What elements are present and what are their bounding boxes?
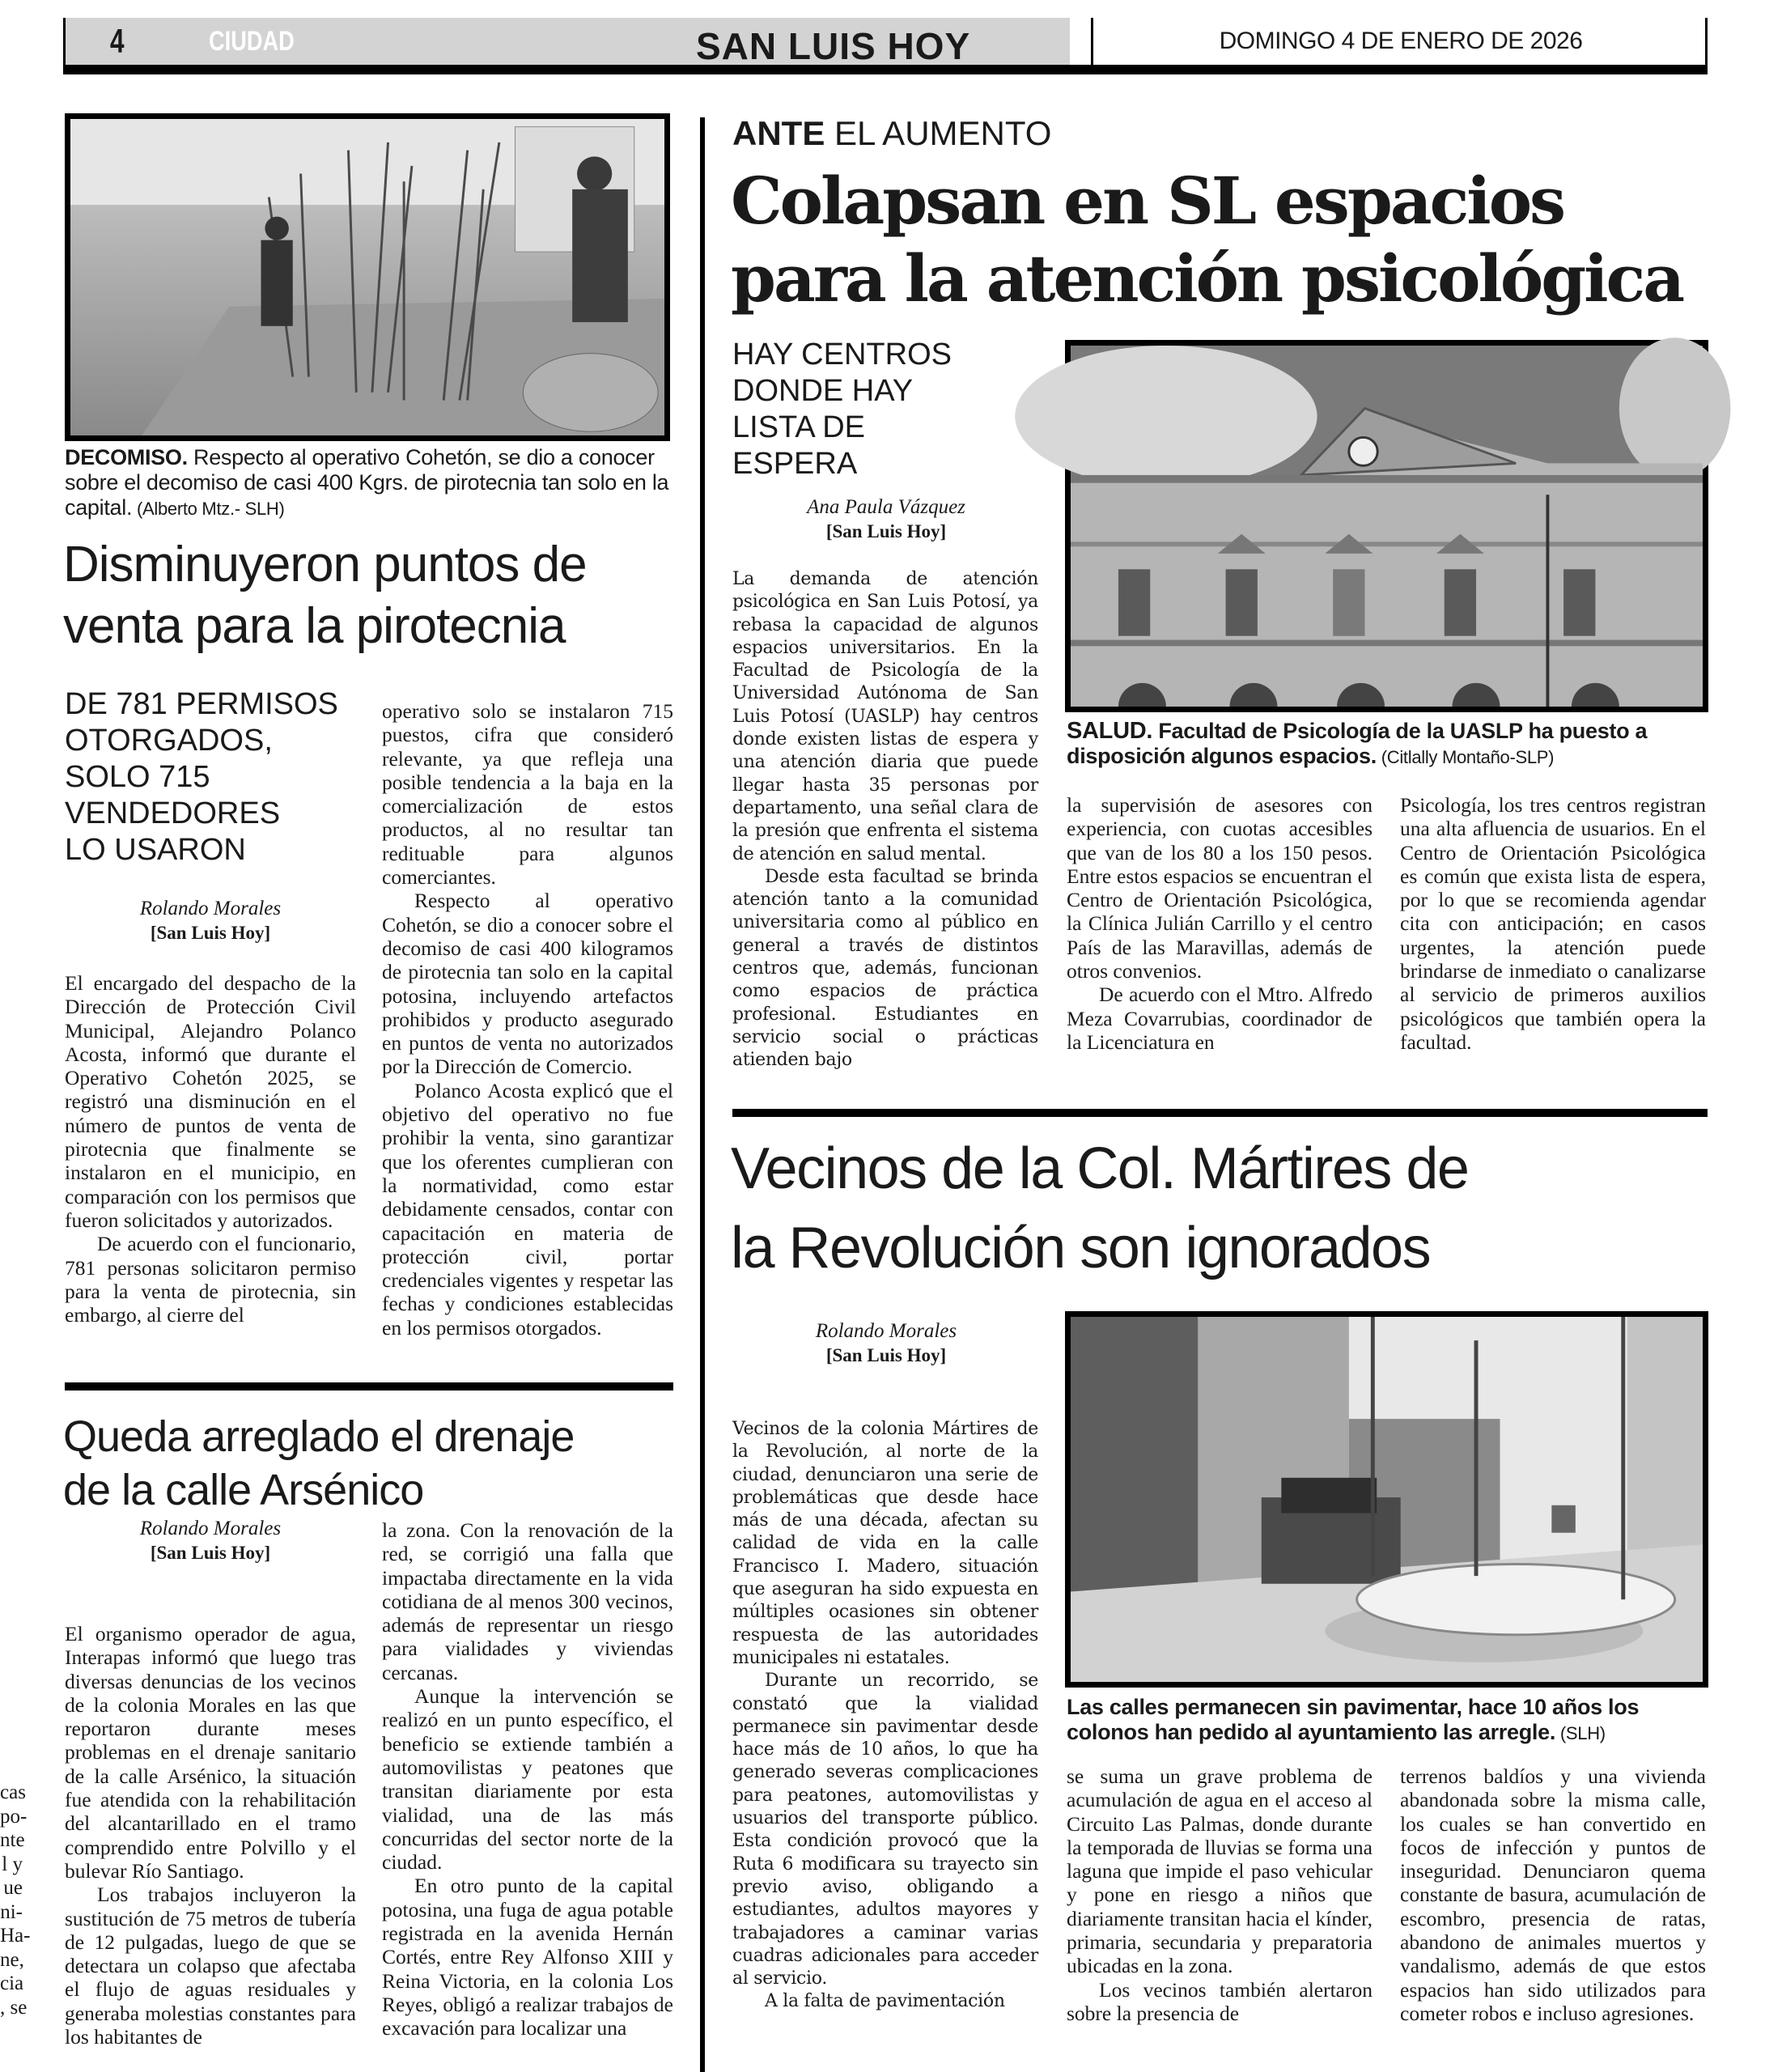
header-right-rule [1705, 18, 1708, 74]
paragraph: En otro punto de la capital potosina, una fuga de agua potable registrada en la avenida Hernán Cortés, entre Rey Alfonso XIII y Reina Victoria, en la colonia Los Reyes, obligó a realizar trabajos de excavación para localizar una [382, 1874, 673, 2040]
column-divider [700, 117, 705, 2072]
caption-lead: SALUD. [1067, 718, 1153, 744]
fragment-line: ue [3, 1877, 23, 1899]
headline-martires [731, 1129, 1710, 1288]
deck-line: HAY CENTROS [732, 338, 952, 372]
byline-org: [San Luis Hoy] [150, 923, 271, 943]
fragment-line: , se [0, 1996, 28, 2019]
issue-date: DOMINGO 4 DE ENERO DE 2026 [1219, 28, 1583, 54]
caption-lead: DECOMISO. [65, 445, 188, 469]
fragment-line: po- [0, 1805, 28, 1828]
adjacent-page-fragment [0, 1781, 31, 2019]
section-label: CIUDAD [209, 26, 295, 57]
byline-org: [San Luis Hoy] [150, 1543, 271, 1563]
photo-caption [65, 445, 673, 521]
paragraph: Psicología, los tres centros registran una alta afluencia de usuarios. En el Centro de Orientación Psicológica es común que exista lista de espera, por lo que se recomienda agendar cita con anticipación; en casos urgentes, la atención puede brindarse de inmediato o canalizarse al servicio de primeros auxilios psicológicos que también opera la facultad. [1400, 793, 1706, 1054]
paragraph: Los trabajos incluyeron la sustitución de 75 metros de tubería de 12 pulgadas, luego de que se detectara un colapso que afectaba el flujo de aguas residuales y generaba molestias constantes para los habitantes de [65, 1883, 356, 2049]
fragment-line: l y [2, 1853, 23, 1875]
byline-name: Ana Paula Vázquez [807, 496, 965, 518]
headline-line: de la calle Arsénico [63, 1466, 424, 1514]
headline-drenaje [63, 1410, 694, 1517]
deck-line: ESPERA [732, 447, 858, 481]
paragraph: La demanda de atención psicológica en San Luis Potosí, ya rebasa la capacidad de algunos espacios universitarios. En la Facultad de Psicología de la Universidad Autónoma de San Luis Potosí (UASLP) hay centros donde existen listas de espera y una atención diaria que puede llegar hasta 35 personas por departamento, una señal clara de la presión que enfrenta el sistema de atención en salud mental. [732, 569, 1038, 864]
fragment-line: ne, [0, 1948, 24, 1971]
caption-credit: (SLH) [1555, 1723, 1606, 1743]
deck-line: LO USARON [65, 833, 246, 867]
headline-psicologia [731, 162, 1710, 317]
paragraph: A la falta de pavimentación [765, 1991, 1005, 2012]
martires-column-3 [1400, 1764, 1706, 2025]
paragraph: Polanco Acosta explicó que el objetivo del operativo no fue prohibir la venta, sino garantizar que los oferentes cumplieran con la normatividad, como estar debidamente censados, contar con capacitación en materia de protección civil, portar credenciales vigentes y respetar las fechas y condiciones establecidas en los permisos otorgados. [382, 1078, 673, 1340]
headline-line: Queda arreglado el drenaje [63, 1412, 575, 1461]
paragraph: la supervisión de asesores con experiencia, con cuotas accesibles que van de los 80 a los 150 pesos. Entre estos espacios se encuentran el Centro de Orientación Psicológica, la Clínica Julián Carrillo y el centro País de las Maravillas, además de otros convenios. [1067, 793, 1373, 983]
drenaje-column-2 [382, 1518, 673, 2040]
byline-pirotecnia [65, 897, 356, 945]
deck-line: SOLO 715 [65, 760, 210, 794]
byline-name: Rolando Morales [139, 1518, 282, 1539]
kicker-light: EL AUMENTO [825, 114, 1052, 152]
facultad-building-photo [1065, 340, 1708, 712]
section-rule [732, 1109, 1708, 1117]
caption-credit: (Citlally Montaño-SLP) [1376, 747, 1555, 767]
fragment-line: Ha- [0, 1925, 31, 1947]
byline-martires [732, 1319, 1040, 1368]
header-divider [1091, 18, 1093, 66]
paragraph: Los vecinos también alertaron sobre la presencia de [1067, 1977, 1373, 2025]
byline-org: [San Luis Hoy] [825, 521, 947, 541]
paragraph: Vecinos de la colonia Mártires de la Revolución, al norte de la ciudad, denunciaron una serie de problemáticas que desde hace más de una década, afectan su calidad de vida en la calle Francisco I. Madero, situación que aseguran ha sido expuesta en múltiples ocasiones sin obtener respuesta de las autoridades municipales ni estatales. [732, 1419, 1038, 1668]
byline-psicologia [732, 495, 1040, 544]
martires-column-2 [1067, 1764, 1373, 2025]
fragment-line: cas [0, 1781, 26, 1803]
paragraph: operativo solo se instalaron 715 puestos, cifra que consideró relevante, ya que refleja una posible tendencia a la baja en la comercialización de estos productos, al no resultar tan redituable para algunos comerciantes. [382, 699, 673, 890]
paragraph: De acuerdo con el Mtro. Alfredo Meza Covarrubias, coordinador de la Licenciatura en [1067, 983, 1373, 1054]
deck-line: DONDE HAY [732, 374, 914, 408]
fireworks-market-photo [65, 113, 670, 441]
masthead: SAN LUIS HOY [696, 25, 971, 67]
street-photo-icon [1071, 1317, 1703, 1682]
kicker [732, 113, 1051, 154]
paragraph: Durante un recorrido, se constató que la vialidad permanece sin pavimentar desde hace más de 10 años, lo que ha generado severas complicaciones para peatones, automovilistas y usuarios del transporte público. Esta condición provocó que la Ruta 6 modificara su trayecto sin previo aviso, obligando a estudiantes, adultos mayores y trabajadores a caminar varias cuadras adicionales para acceder al servicio. [732, 1671, 1038, 1989]
deck-pirotecnia [65, 686, 372, 868]
byline-name: Rolando Morales [139, 898, 282, 919]
byline-name: Rolando Morales [815, 1320, 957, 1342]
headline-pirotecnia: Disminuyeron puntos de venta para la pirotecnia [63, 537, 587, 654]
psicologia-column-2 [1067, 793, 1373, 1054]
psicologia-column-3 [1400, 793, 1706, 1054]
section-rule [65, 1382, 673, 1391]
photo-caption [1067, 1695, 1708, 1746]
paragraph: El organismo operador de agua, Interapas informó que luego tras diversas denuncias de los vecinos de la colonia Morales en las que reportaron durante meses problemas en el drenaje sanitario de la calle Arsénico, la situación fue atendida con la rehabilitación del alcantarillado en el tramo comprendido entre Polvillo y el bulevar Río Santiago. [65, 1622, 356, 1883]
paragraph: De acuerdo con el funcionario, 781 personas solicitaron permiso para la venta de pirotecnia, sin embargo, al cierre del [65, 1232, 356, 1327]
caption-credit: (Alberto Mtz.- SLH) [132, 499, 285, 519]
building-photo-icon [1071, 346, 1703, 707]
headline-line: la Revolución son ignorados [731, 1216, 1431, 1280]
paragraph: El encargado del despacho de la Dirección de Protección Civil Municipal, Alejandro Polanco Acosta, informó que durante el Operativo Cohetón 2025, se registró una disminución en el número de puntos de venta de pirotecnia que finalmente se instalaron en el municipio, en comparación con los permisos que fueron solicitados y autorizados. [65, 971, 356, 1232]
caption-body: Las calles permanecen sin pavimentar, hace 10 años los colonos han pedido al ayuntamiento las arregle. [1067, 1695, 1640, 1744]
caption-body: Facultad de Psicología de la UASLP ha puesto a disposición algunos espacios. [1067, 719, 1648, 768]
kicker-bold: ANTE [732, 114, 825, 152]
header-left-rule [63, 18, 66, 74]
paragraph: Aunque la intervención se realizó en un punto específico, el beneficio se extiende también a automovilistas y peatones que transitan diariamente por esta vialidad, una de las más concurridas del sector norte de la ciudad. [382, 1684, 673, 1875]
fireworks-photo-icon [70, 119, 664, 435]
byline-drenaje [65, 1517, 356, 1565]
unpaved-street-photo [1065, 1311, 1708, 1688]
byline-org: [San Luis Hoy] [825, 1345, 947, 1365]
deck-line: DE 781 PERMISOS [65, 687, 338, 721]
fragment-line: cia [0, 1972, 24, 1994]
drenaje-column-1 [65, 1622, 356, 2049]
deck-line: LISTA DE [732, 410, 866, 444]
martires-column-1 [732, 1418, 1038, 2014]
psicologia-column-1 [732, 568, 1038, 1072]
deck-line: OTORGADOS, [65, 724, 273, 758]
fragment-line: nte [0, 1829, 25, 1851]
photo-caption [1067, 719, 1708, 770]
fragment-line: ni- [0, 1900, 23, 1923]
headline-line: para la atención psicológica [731, 240, 1683, 316]
paragraph: Desde esta facultad se brinda atención tanto a la comunidad universitaria como al público en general a través de distintos centros que, además, funcionan como espacios de práctica profesional. Estudiantes en servicio social o prácticas atienden bajo [732, 866, 1038, 1071]
paragraph: se suma un grave problema de acumulación de agua en el acceso al Circuito Las Palmas, donde durante la temporada de lluvias se forma una laguna que impide el paso vehicular y pone en riesgo a niños que diariamente transitan hacia el kínder, primaria, secundaria y preparatoria ubicadas en la zona. [1067, 1764, 1373, 1978]
pirotecnia-column-1 [65, 971, 356, 1327]
pirotecnia-column-2 [382, 699, 673, 1340]
headline-line: Vecinos de la Col. Mártires de [731, 1136, 1469, 1201]
deck-line: VENDEDORES [65, 796, 281, 830]
paragraph: terrenos baldíos y una vivienda abandonada sobre la misma calle, los cuales se han convertido en focos de infección y puntos de inseguridad. Denunciaron quema constante de basura, acumulación de escombro, presencia de ratas, abandono de animales muertos y vandalismo, además de que estos espacios han sido utilizados para cometer robos e incluso agresiones. [1400, 1764, 1706, 2025]
paragraph: Respecto al operativo Cohetón, se dio a conocer sobre el decomiso de casi 400 kilogramos de pirotecnia tan solo en la capital potosina, incluyendo artefactos prohibidos y producto asegurado en puntos de venta no autorizados por la Dirección de Comercio. [382, 889, 673, 1079]
caption-body: Respecto al operativo Cohetón, se dio a conocer sobre el decomiso de casi 400 Kgrs. de pirotecnia tan solo en la capital. [65, 445, 669, 520]
paragraph: la zona. Con la renovación de la red, se corrigió una falla que impactaba directamente en la vida cotidiana de al menos 300 vecinos, además de representar un riesgo para vialidades y viviendas cercanas. [382, 1518, 673, 1684]
deck-psicologia [732, 337, 1040, 482]
page-number: 4 [110, 22, 125, 60]
headline-line: Colapsan en SL espacios [731, 163, 1564, 239]
